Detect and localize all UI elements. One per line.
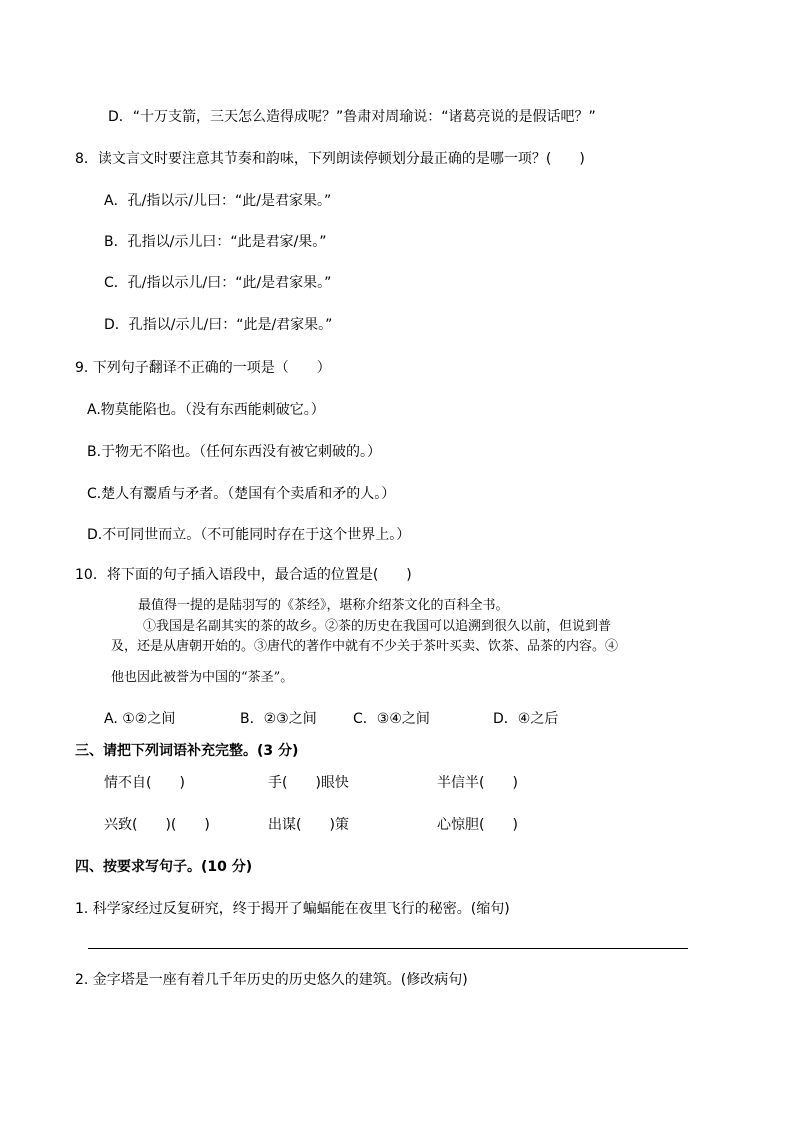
section4-question-1: 1. 科学家经过反复研究，终于揭开了蝙蝠能在夜里飞行的秘密。(缩句) xyxy=(75,901,510,917)
section4-heading: 四、按要求写句子。(10 分) xyxy=(75,859,253,875)
q7-option-d: D．“十万支箭，三天怎么造得成呢？”鲁肃对周瑜说：“诸葛亮说的是假话吧？” xyxy=(108,109,596,125)
q9-stem: 9. 下列句子翻译不正确的一项是（ ） xyxy=(75,360,331,376)
q8-stem: 8．读文言文时要注意其节奏和韵味，下列朗读停顿划分最正确的是哪一项？( ) xyxy=(75,151,585,167)
q9-option-d: D.不可同世而立。（不可能同时存在于这个世界上。） xyxy=(87,527,411,543)
q10-option-d: D．④之后 xyxy=(493,711,559,727)
q10-option-c: C．③④之间 xyxy=(353,711,430,727)
section3-heading: 三、请把下列词语补充完整。(3 分) xyxy=(75,743,299,759)
q10-option-b: B．②③之间 xyxy=(240,711,317,727)
q9-option-a: A.物莫能陷也。（没有东西能刺破它。） xyxy=(87,402,325,418)
q10-stem: 10．将下面的句子插入语段中，最合适的位置是( ) xyxy=(75,567,412,583)
q8-option-a: A．孔/指以示/儿曰：“此/是君家果。” xyxy=(104,193,332,209)
q8-option-b: B．孔指以/示儿曰：“此是君家/果。” xyxy=(104,234,327,250)
idiom-item-5: 出谋( )策 xyxy=(268,817,349,833)
idiom-item-2: 手( )眼快 xyxy=(268,775,349,791)
q8-option-c: C．孔/指以示儿/曰：“此/是君家果。” xyxy=(104,275,332,291)
idiom-item-6: 心惊胆( ) xyxy=(437,817,518,833)
q10-option-a: A. ①②之间 xyxy=(104,711,176,727)
section4-question-2: 2. 金字塔是一座有着几千年历史的历史悠久的建筑。(修改病句) xyxy=(75,972,468,988)
idiom-item-3: 半信半( ) xyxy=(437,775,518,791)
q10-passage-line-2: 及，还是从唐朝开始的。③唐代的著作中就有不少关于茶叶买卖、饮茶、品茶的内容。④ xyxy=(111,639,619,654)
q10-passage-line-3: 他也因此被誉为中国的“茶圣”。 xyxy=(111,670,294,685)
q10-insert-sentence: 最值得一提的是陆羽写的《茶经》，堪称介绍茶文化的百科全书。 xyxy=(138,598,509,613)
q9-option-b: B.于物无不陷也。（任何东西没有被它刺破的。） xyxy=(87,444,382,460)
idiom-item-4: 兴致( )( ) xyxy=(104,817,210,833)
answer-line[interactable] xyxy=(88,948,688,949)
idiom-item-1: 情不自( ) xyxy=(104,775,185,791)
q10-passage-line-1: ①我国是名副其实的茶的故乡。②茶的历史在我国可以追溯到很久以前，但说到普 xyxy=(143,619,612,634)
q9-option-c: C.楚人有鬻盾与矛者。（楚国有个卖盾和矛的人。） xyxy=(87,486,396,502)
q8-option-d: D．孔指以/示儿/曰：“此是/君家果。” xyxy=(104,317,333,333)
